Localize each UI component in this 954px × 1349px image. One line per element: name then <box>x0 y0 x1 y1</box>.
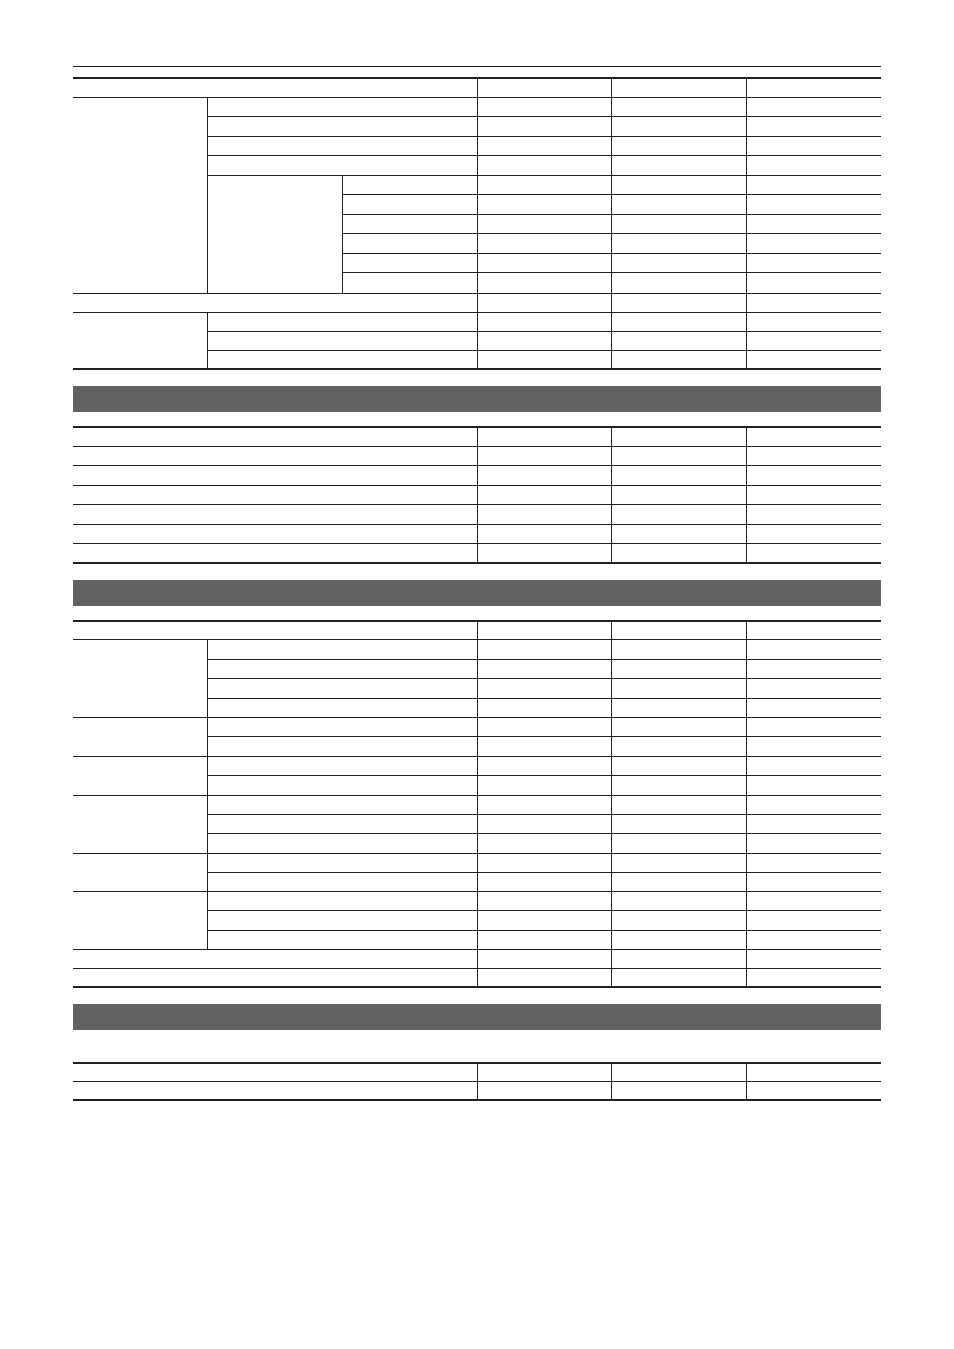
table-3-row-divider <box>207 814 881 815</box>
table-1-col-divider <box>207 312 208 369</box>
table-1-col-divider <box>746 79 747 369</box>
table-3-col-divider <box>746 622 747 987</box>
table-1-col-divider <box>342 175 343 293</box>
table-4-col-divider <box>746 1064 747 1100</box>
table-3-row-divider <box>207 872 881 873</box>
table-1-row-divider <box>207 116 881 117</box>
table-2-col-divider <box>477 428 478 563</box>
table-1-col-divider <box>477 79 478 369</box>
section-bar-3 <box>73 580 881 606</box>
table-3-row-divider <box>207 678 881 679</box>
table-3-row-divider <box>207 910 881 911</box>
table-4-col-divider <box>611 1064 612 1100</box>
table-1-col-divider <box>611 79 612 369</box>
table-2-col-divider <box>746 428 747 563</box>
table-1-row-divider <box>207 155 881 156</box>
table-3-row-divider <box>207 775 881 776</box>
table-1-col-divider <box>207 97 208 293</box>
table-1-row-divider <box>207 136 881 137</box>
table-3-col-divider <box>207 639 208 949</box>
table-1-row-divider <box>207 331 881 332</box>
table-2-col-divider <box>611 428 612 563</box>
table-3-row-divider <box>207 833 881 834</box>
table-4-col-divider <box>477 1064 478 1100</box>
page-header-rule <box>73 66 881 67</box>
table-3-row-divider <box>207 930 881 931</box>
table-1-row-divider <box>207 175 881 176</box>
table-3-col-divider <box>611 622 612 987</box>
table-1-row-divider <box>207 350 881 351</box>
table-3-row-divider <box>207 736 881 737</box>
section-bar-4 <box>73 1004 881 1030</box>
section-bar-2 <box>73 386 881 412</box>
table-3-row-divider <box>207 659 881 660</box>
table-3-row-divider <box>207 698 881 699</box>
table-3-col-divider <box>477 622 478 987</box>
